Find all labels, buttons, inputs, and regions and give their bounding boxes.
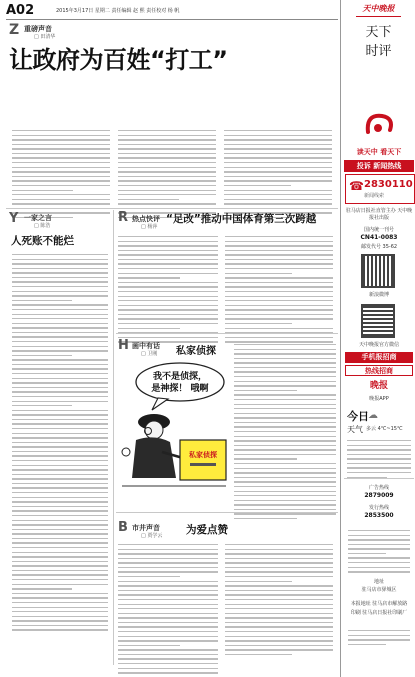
- sec1-title: 人死账不能烂: [11, 235, 74, 247]
- sidebar-info-text: [348, 530, 410, 576]
- col-divider-left: [113, 210, 114, 665]
- header-rule: [6, 19, 338, 20]
- phone-icon: ☎: [349, 179, 364, 193]
- logo-svg: [362, 110, 396, 140]
- sec3-kicker-letter: H: [118, 338, 129, 353]
- detective-head: [145, 421, 163, 439]
- sec3-kicker: 画中有话: [132, 342, 160, 350]
- weather-icon: ☁: [368, 410, 378, 421]
- sec3-bottom-rule: [116, 512, 338, 513]
- lead-title: 让政府为百姓“打工”: [9, 46, 228, 74]
- sec2-title: “足改”推动中国体育第三次跨越: [166, 213, 317, 225]
- footer-address: 本报地址 驻马店市解放路: [350, 601, 408, 607]
- weather-value: 多云 4℃~15℃: [366, 426, 403, 432]
- sidebar-rule-1: [344, 478, 414, 479]
- recruit-banner-3: 晚报: [369, 381, 388, 391]
- sidebar-divider: [340, 0, 341, 677]
- cartoon-illustration: [118, 360, 230, 498]
- lead-bottom-rule: [6, 208, 338, 209]
- lead-byline: □ 田清华: [34, 34, 56, 40]
- today-label: 今日: [347, 410, 369, 423]
- issue-info: 2015年3月17日 星期二 责任编辑 赵 熙 责任校对 杨 帆: [56, 8, 180, 14]
- sec2-kicker-letter: R: [118, 210, 129, 225]
- issn: 邮发代号 35-62: [360, 244, 398, 250]
- qr-code-weibo: [361, 254, 395, 288]
- sec1-byline: □ 陈浩: [34, 223, 51, 229]
- masthead-sub: 天下: [365, 25, 392, 40]
- sidebar-footer-text: [348, 630, 410, 648]
- sec2-kicker: 热点快评: [132, 215, 160, 223]
- sec4-kicker-letter: B: [118, 520, 128, 535]
- address-label: 地址: [373, 579, 384, 585]
- ad-line-label: 广告热线: [368, 485, 389, 491]
- sec4-col1-text: [118, 544, 218, 677]
- hotline-phone: 2830110: [364, 179, 413, 190]
- lead-kicker: 重磅声音: [24, 25, 52, 33]
- sec2-col2-text: [225, 236, 333, 346]
- sec4-title: 为爱点赞: [186, 524, 228, 536]
- address-value: 驻马店市驿城区: [361, 587, 397, 593]
- bubble-line-2: 是神探！ 哦啊: [151, 384, 209, 394]
- weixin-label: 天中晚报官方微信: [358, 342, 399, 348]
- sec3-title: 私家侦探: [176, 346, 216, 357]
- sec4-kicker: 市井声音: [132, 524, 160, 532]
- sec2-col1-text: [118, 236, 218, 346]
- sec1-kicker-letter: Y: [9, 211, 19, 226]
- logo-dot: [374, 124, 382, 132]
- weibo-label: 新浪微博: [368, 292, 389, 298]
- masthead-top: 天中晚报: [362, 3, 395, 13]
- recruit-banner-2: 热线招商: [345, 365, 413, 376]
- printer-info: 印刷 驻马店日报社印刷厂: [350, 610, 408, 616]
- page-code: A02: [6, 3, 35, 18]
- masthead-rule: [356, 16, 401, 17]
- sign-text: 私家侦探: [189, 451, 217, 459]
- sign-stripe: [190, 463, 216, 466]
- lead-kicker-letter: Z: [9, 22, 20, 38]
- recruit-banner-1: 手机报招商: [345, 352, 413, 363]
- cn-label: 国内统一刊号: [363, 227, 394, 233]
- sec2-byline: □ 杨萍: [141, 224, 158, 230]
- mail-phone: 2853500: [364, 512, 394, 519]
- cn-value: CN41-0083: [360, 234, 398, 241]
- speech-bubble: [136, 363, 224, 401]
- sec4-col2-text: [225, 544, 333, 658]
- sec1-text: [12, 254, 108, 634]
- sec3-right-text: [234, 344, 336, 523]
- ad-line-phone: 2879009: [364, 492, 394, 499]
- cartoon-svg: [118, 360, 230, 498]
- hotline-box: [345, 174, 415, 204]
- sec3-byline: □ 卫刚: [141, 351, 158, 357]
- sign-board: [180, 440, 226, 480]
- bubble-tail: [152, 398, 168, 410]
- today-sub: 天气: [347, 425, 363, 434]
- mail-label: 发行热线: [368, 505, 389, 511]
- masthead-sub2: 时评: [365, 44, 392, 59]
- sidebar-slogan: 读天中 看天下: [356, 148, 402, 156]
- qr-code-weixin: [361, 304, 395, 338]
- magnifier-icon: [122, 448, 130, 456]
- hotline-banner: 投诉 新闻热线: [344, 160, 414, 172]
- masthead-box: [342, 0, 415, 90]
- apps-label: 晚报APP: [369, 396, 389, 402]
- publisher-info: 驻马店日报社直管主办 天中晚报社出版: [345, 208, 413, 221]
- sec1-kicker: 一家之言: [24, 214, 52, 222]
- sec4-byline: □ 贾学云: [141, 533, 163, 539]
- hotline-station: 新闻线索: [364, 193, 385, 199]
- brand-logo: [362, 110, 396, 140]
- sec2-bottom-rule: [116, 333, 338, 334]
- detective-coat: [132, 437, 176, 478]
- bubble-line-1: 我不是侦探，: [152, 372, 208, 382]
- sidebar-weather-text: [347, 440, 411, 481]
